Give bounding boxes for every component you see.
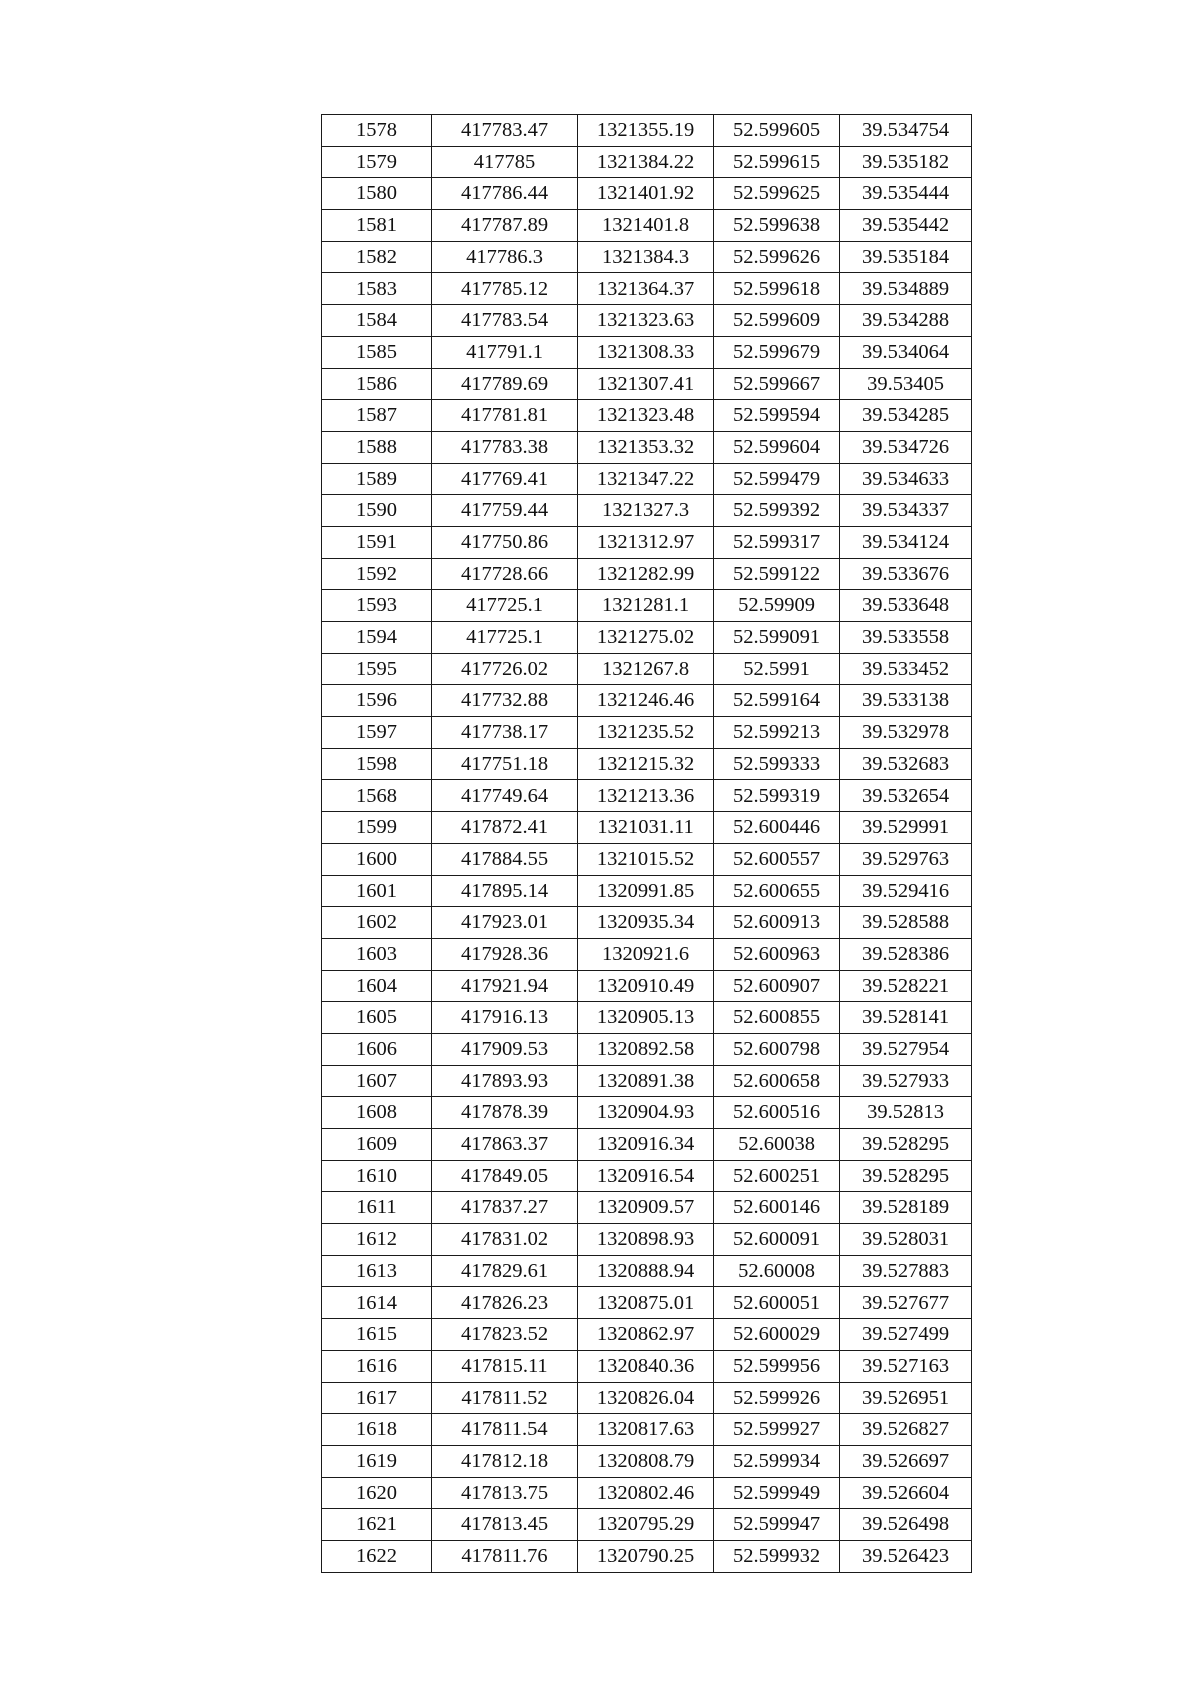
coordinate-x-cell: 417785.12 [432, 273, 578, 305]
table-row [322, 1255, 972, 1287]
point-number-cell: 1617 [322, 1382, 432, 1414]
longitude-cell: 39.528141 [840, 1002, 972, 1034]
coordinate-y-cell: 1320916.54 [578, 1160, 714, 1192]
table-row [322, 907, 972, 939]
table-row [322, 368, 972, 400]
latitude-cell: 52.599679 [714, 336, 840, 368]
point-number-cell: 1612 [322, 1224, 432, 1256]
latitude-cell: 52.600658 [714, 1065, 840, 1097]
latitude-cell: 52.599618 [714, 273, 840, 305]
table-row [322, 1319, 972, 1351]
latitude-cell: 52.600963 [714, 938, 840, 970]
point-number-cell: 1603 [322, 938, 432, 970]
coordinate-y-cell: 1321213.36 [578, 780, 714, 812]
table-row [322, 526, 972, 558]
coordinate-x-cell: 417769.41 [432, 463, 578, 495]
point-number-cell: 1581 [322, 210, 432, 242]
coordinate-y-cell: 1320817.63 [578, 1414, 714, 1446]
coordinate-y-cell: 1320904.93 [578, 1097, 714, 1129]
point-number-cell: 1578 [322, 115, 432, 147]
latitude-cell: 52.600798 [714, 1033, 840, 1065]
point-number-cell: 1588 [322, 431, 432, 463]
coordinate-x-cell: 417893.93 [432, 1065, 578, 1097]
coordinate-x-cell: 417781.81 [432, 400, 578, 432]
coordinate-y-cell: 1321281.1 [578, 590, 714, 622]
coordinate-y-cell: 1320910.49 [578, 970, 714, 1002]
point-number-cell: 1583 [322, 273, 432, 305]
latitude-cell: 52.600029 [714, 1319, 840, 1351]
table-row [322, 241, 972, 273]
longitude-cell: 39.534288 [840, 305, 972, 337]
coordinate-x-cell: 417812.18 [432, 1445, 578, 1477]
longitude-cell: 39.527954 [840, 1033, 972, 1065]
longitude-cell: 39.533648 [840, 590, 972, 622]
coordinates-table-body [322, 115, 972, 1573]
table-row [322, 970, 972, 1002]
coordinate-x-cell: 417811.76 [432, 1540, 578, 1572]
latitude-cell: 52.599949 [714, 1477, 840, 1509]
table-row [322, 685, 972, 717]
table-row [322, 1160, 972, 1192]
point-number-cell: 1604 [322, 970, 432, 1002]
point-number-cell: 1618 [322, 1414, 432, 1446]
coordinate-y-cell: 1321323.63 [578, 305, 714, 337]
longitude-cell: 39.526697 [840, 1445, 972, 1477]
latitude-cell: 52.599317 [714, 526, 840, 558]
coordinate-y-cell: 1321327.3 [578, 495, 714, 527]
coordinate-y-cell: 1320905.13 [578, 1002, 714, 1034]
coordinate-x-cell: 417909.53 [432, 1033, 578, 1065]
latitude-cell: 52.600146 [714, 1192, 840, 1224]
coordinate-x-cell: 417811.52 [432, 1382, 578, 1414]
coordinate-x-cell: 417783.47 [432, 115, 578, 147]
longitude-cell: 39.532683 [840, 748, 972, 780]
latitude-cell: 52.599926 [714, 1382, 840, 1414]
table-row [322, 115, 972, 147]
coordinate-x-cell: 417837.27 [432, 1192, 578, 1224]
longitude-cell: 39.534064 [840, 336, 972, 368]
coordinate-y-cell: 1320909.57 [578, 1192, 714, 1224]
point-number-cell: 1621 [322, 1509, 432, 1541]
coordinate-y-cell: 1320862.97 [578, 1319, 714, 1351]
table-row [322, 558, 972, 590]
table-row [322, 812, 972, 844]
longitude-cell: 39.528295 [840, 1129, 972, 1161]
table-row [322, 210, 972, 242]
coordinate-y-cell: 1321364.37 [578, 273, 714, 305]
table-row [322, 875, 972, 907]
table-row [322, 1350, 972, 1382]
coordinate-x-cell: 417726.02 [432, 653, 578, 685]
coordinate-y-cell: 1320875.01 [578, 1287, 714, 1319]
coordinate-x-cell: 417928.36 [432, 938, 578, 970]
latitude-cell: 52.599956 [714, 1350, 840, 1382]
coordinate-x-cell: 417878.39 [432, 1097, 578, 1129]
table-row [322, 305, 972, 337]
coordinates-table [321, 114, 972, 1573]
coordinate-y-cell: 1320840.36 [578, 1350, 714, 1382]
latitude-cell: 52.599164 [714, 685, 840, 717]
coordinate-y-cell: 1321275.02 [578, 622, 714, 654]
latitude-cell: 52.599626 [714, 241, 840, 273]
latitude-cell: 52.600655 [714, 875, 840, 907]
longitude-cell: 39.526423 [840, 1540, 972, 1572]
coordinate-y-cell: 1321282.99 [578, 558, 714, 590]
coordinate-x-cell: 417749.64 [432, 780, 578, 812]
coordinate-x-cell: 417738.17 [432, 717, 578, 749]
longitude-cell: 39.535442 [840, 210, 972, 242]
point-number-cell: 1595 [322, 653, 432, 685]
point-number-cell: 1582 [322, 241, 432, 273]
longitude-cell: 39.52813 [840, 1097, 972, 1129]
point-number-cell: 1598 [322, 748, 432, 780]
table-row [322, 495, 972, 527]
point-number-cell: 1613 [322, 1255, 432, 1287]
coordinate-x-cell: 417849.05 [432, 1160, 578, 1192]
longitude-cell: 39.528031 [840, 1224, 972, 1256]
latitude-cell: 52.599319 [714, 780, 840, 812]
coordinate-x-cell: 417813.75 [432, 1477, 578, 1509]
coordinate-y-cell: 1320790.25 [578, 1540, 714, 1572]
latitude-cell: 52.59909 [714, 590, 840, 622]
table-row [322, 431, 972, 463]
coordinate-x-cell: 417725.1 [432, 590, 578, 622]
coordinate-x-cell: 417751.18 [432, 748, 578, 780]
coordinate-y-cell: 1321015.52 [578, 843, 714, 875]
point-number-cell: 1590 [322, 495, 432, 527]
coordinate-y-cell: 1320991.85 [578, 875, 714, 907]
table-row [322, 1129, 972, 1161]
coordinate-x-cell: 417732.88 [432, 685, 578, 717]
coordinate-x-cell: 417921.94 [432, 970, 578, 1002]
table-row [322, 622, 972, 654]
longitude-cell: 39.526498 [840, 1509, 972, 1541]
latitude-cell: 52.600913 [714, 907, 840, 939]
latitude-cell: 52.599479 [714, 463, 840, 495]
coordinate-x-cell: 417884.55 [432, 843, 578, 875]
table-row [322, 843, 972, 875]
coordinate-y-cell: 1320891.38 [578, 1065, 714, 1097]
longitude-cell: 39.528221 [840, 970, 972, 1002]
coordinate-x-cell: 417923.01 [432, 907, 578, 939]
coordinate-x-cell: 417783.38 [432, 431, 578, 463]
point-number-cell: 1568 [322, 780, 432, 812]
table-row [322, 400, 972, 432]
longitude-cell: 39.534754 [840, 115, 972, 147]
table-row [322, 1414, 972, 1446]
coordinate-y-cell: 1321384.3 [578, 241, 714, 273]
table-row [322, 1287, 972, 1319]
point-number-cell: 1591 [322, 526, 432, 558]
coordinate-y-cell: 1321384.22 [578, 146, 714, 178]
table-row [322, 463, 972, 495]
longitude-cell: 39.527883 [840, 1255, 972, 1287]
coordinate-x-cell: 417823.52 [432, 1319, 578, 1351]
latitude-cell: 52.599927 [714, 1414, 840, 1446]
latitude-cell: 52.600051 [714, 1287, 840, 1319]
coordinate-x-cell: 417872.41 [432, 812, 578, 844]
latitude-cell: 52.600251 [714, 1160, 840, 1192]
longitude-cell: 39.528588 [840, 907, 972, 939]
latitude-cell: 52.599213 [714, 717, 840, 749]
coordinate-y-cell: 1320808.79 [578, 1445, 714, 1477]
coordinate-y-cell: 1321267.8 [578, 653, 714, 685]
coordinate-y-cell: 1321312.97 [578, 526, 714, 558]
latitude-cell: 52.599667 [714, 368, 840, 400]
table-row [322, 178, 972, 210]
longitude-cell: 39.526604 [840, 1477, 972, 1509]
coordinate-y-cell: 1320888.94 [578, 1255, 714, 1287]
point-number-cell: 1585 [322, 336, 432, 368]
table-row [322, 1445, 972, 1477]
point-number-cell: 1580 [322, 178, 432, 210]
point-number-cell: 1594 [322, 622, 432, 654]
point-number-cell: 1620 [322, 1477, 432, 1509]
table-row [322, 1477, 972, 1509]
coordinate-x-cell: 417831.02 [432, 1224, 578, 1256]
longitude-cell: 39.535444 [840, 178, 972, 210]
longitude-cell: 39.528189 [840, 1192, 972, 1224]
table-row [322, 1192, 972, 1224]
coordinate-y-cell: 1320892.58 [578, 1033, 714, 1065]
table-row [322, 1002, 972, 1034]
coordinate-x-cell: 417815.11 [432, 1350, 578, 1382]
table-row [322, 717, 972, 749]
coordinate-x-cell: 417895.14 [432, 875, 578, 907]
coordinate-y-cell: 1321323.48 [578, 400, 714, 432]
latitude-cell: 52.599615 [714, 146, 840, 178]
coordinate-x-cell: 417787.89 [432, 210, 578, 242]
coordinate-x-cell: 417750.86 [432, 526, 578, 558]
longitude-cell: 39.535182 [840, 146, 972, 178]
point-number-cell: 1616 [322, 1350, 432, 1382]
point-number-cell: 1607 [322, 1065, 432, 1097]
longitude-cell: 39.528386 [840, 938, 972, 970]
coordinate-y-cell: 1321347.22 [578, 463, 714, 495]
coordinate-x-cell: 417863.37 [432, 1129, 578, 1161]
point-number-cell: 1599 [322, 812, 432, 844]
point-number-cell: 1597 [322, 717, 432, 749]
coordinate-y-cell: 1321353.32 [578, 431, 714, 463]
point-number-cell: 1587 [322, 400, 432, 432]
point-number-cell: 1589 [322, 463, 432, 495]
point-number-cell: 1619 [322, 1445, 432, 1477]
coordinate-y-cell: 1321246.46 [578, 685, 714, 717]
table-row [322, 748, 972, 780]
latitude-cell: 52.599091 [714, 622, 840, 654]
table-row [322, 1509, 972, 1541]
coordinate-x-cell: 417791.1 [432, 336, 578, 368]
latitude-cell: 52.600907 [714, 970, 840, 1002]
point-number-cell: 1586 [322, 368, 432, 400]
longitude-cell: 39.534633 [840, 463, 972, 495]
point-number-cell: 1593 [322, 590, 432, 622]
coordinate-x-cell: 417916.13 [432, 1002, 578, 1034]
coordinate-x-cell: 417783.54 [432, 305, 578, 337]
longitude-cell: 39.527677 [840, 1287, 972, 1319]
latitude-cell: 52.599609 [714, 305, 840, 337]
table-row [322, 1224, 972, 1256]
latitude-cell: 52.5991 [714, 653, 840, 685]
coordinate-y-cell: 1321401.92 [578, 178, 714, 210]
point-number-cell: 1614 [322, 1287, 432, 1319]
coordinate-x-cell: 417785 [432, 146, 578, 178]
longitude-cell: 39.528295 [840, 1160, 972, 1192]
coordinate-x-cell: 417789.69 [432, 368, 578, 400]
coordinate-y-cell: 1321307.41 [578, 368, 714, 400]
longitude-cell: 39.533138 [840, 685, 972, 717]
longitude-cell: 39.534124 [840, 526, 972, 558]
point-number-cell: 1600 [322, 843, 432, 875]
point-number-cell: 1615 [322, 1319, 432, 1351]
table-row [322, 1540, 972, 1572]
table-row [322, 146, 972, 178]
longitude-cell: 39.533676 [840, 558, 972, 590]
latitude-cell: 52.600516 [714, 1097, 840, 1129]
longitude-cell: 39.527163 [840, 1350, 972, 1382]
longitude-cell: 39.534337 [840, 495, 972, 527]
coordinate-x-cell: 417826.23 [432, 1287, 578, 1319]
table-row [322, 1382, 972, 1414]
latitude-cell: 52.599934 [714, 1445, 840, 1477]
coordinate-y-cell: 1320935.34 [578, 907, 714, 939]
coordinate-x-cell: 417811.54 [432, 1414, 578, 1446]
latitude-cell: 52.599392 [714, 495, 840, 527]
point-number-cell: 1584 [322, 305, 432, 337]
latitude-cell: 52.599638 [714, 210, 840, 242]
longitude-cell: 39.533452 [840, 653, 972, 685]
point-number-cell: 1601 [322, 875, 432, 907]
longitude-cell: 39.529991 [840, 812, 972, 844]
coordinate-y-cell: 1321215.32 [578, 748, 714, 780]
table-row [322, 590, 972, 622]
table-row [322, 1065, 972, 1097]
latitude-cell: 52.599932 [714, 1540, 840, 1572]
latitude-cell: 52.600446 [714, 812, 840, 844]
latitude-cell: 52.60038 [714, 1129, 840, 1161]
coordinate-x-cell: 417725.1 [432, 622, 578, 654]
table-row [322, 653, 972, 685]
point-number-cell: 1579 [322, 146, 432, 178]
latitude-cell: 52.599604 [714, 431, 840, 463]
point-number-cell: 1602 [322, 907, 432, 939]
coordinate-x-cell: 417813.45 [432, 1509, 578, 1541]
coordinate-y-cell: 1320921.6 [578, 938, 714, 970]
point-number-cell: 1611 [322, 1192, 432, 1224]
point-number-cell: 1592 [322, 558, 432, 590]
longitude-cell: 39.535184 [840, 241, 972, 273]
table-row [322, 336, 972, 368]
longitude-cell: 39.534285 [840, 400, 972, 432]
table-row [322, 1033, 972, 1065]
coordinate-y-cell: 1320898.93 [578, 1224, 714, 1256]
coordinate-x-cell: 417786.44 [432, 178, 578, 210]
longitude-cell: 39.529763 [840, 843, 972, 875]
latitude-cell: 52.599947 [714, 1509, 840, 1541]
latitude-cell: 52.600855 [714, 1002, 840, 1034]
latitude-cell: 52.599122 [714, 558, 840, 590]
longitude-cell: 39.526951 [840, 1382, 972, 1414]
coordinate-x-cell: 417759.44 [432, 495, 578, 527]
longitude-cell: 39.533558 [840, 622, 972, 654]
coordinate-y-cell: 1321401.8 [578, 210, 714, 242]
coordinate-x-cell: 417829.61 [432, 1255, 578, 1287]
latitude-cell: 52.60008 [714, 1255, 840, 1287]
coordinate-x-cell: 417728.66 [432, 558, 578, 590]
coordinate-y-cell: 1321031.11 [578, 812, 714, 844]
table-row [322, 1097, 972, 1129]
point-number-cell: 1606 [322, 1033, 432, 1065]
longitude-cell: 39.527933 [840, 1065, 972, 1097]
longitude-cell: 39.527499 [840, 1319, 972, 1351]
table-row [322, 780, 972, 812]
longitude-cell: 39.53405 [840, 368, 972, 400]
coordinate-y-cell: 1321355.19 [578, 115, 714, 147]
coordinate-y-cell: 1320795.29 [578, 1509, 714, 1541]
point-number-cell: 1605 [322, 1002, 432, 1034]
coordinate-y-cell: 1321235.52 [578, 717, 714, 749]
latitude-cell: 52.600557 [714, 843, 840, 875]
point-number-cell: 1608 [322, 1097, 432, 1129]
table-row [322, 938, 972, 970]
longitude-cell: 39.532654 [840, 780, 972, 812]
latitude-cell: 52.599625 [714, 178, 840, 210]
coordinate-y-cell: 1320826.04 [578, 1382, 714, 1414]
coordinate-y-cell: 1320916.34 [578, 1129, 714, 1161]
point-number-cell: 1596 [322, 685, 432, 717]
longitude-cell: 39.534726 [840, 431, 972, 463]
longitude-cell: 39.529416 [840, 875, 972, 907]
table-row [322, 273, 972, 305]
point-number-cell: 1609 [322, 1129, 432, 1161]
coordinate-y-cell: 1321308.33 [578, 336, 714, 368]
latitude-cell: 52.600091 [714, 1224, 840, 1256]
longitude-cell: 39.532978 [840, 717, 972, 749]
point-number-cell: 1610 [322, 1160, 432, 1192]
latitude-cell: 52.599333 [714, 748, 840, 780]
longitude-cell: 39.534889 [840, 273, 972, 305]
latitude-cell: 52.599594 [714, 400, 840, 432]
coordinate-y-cell: 1320802.46 [578, 1477, 714, 1509]
longitude-cell: 39.526827 [840, 1414, 972, 1446]
latitude-cell: 52.599605 [714, 115, 840, 147]
coordinate-x-cell: 417786.3 [432, 241, 578, 273]
point-number-cell: 1622 [322, 1540, 432, 1572]
